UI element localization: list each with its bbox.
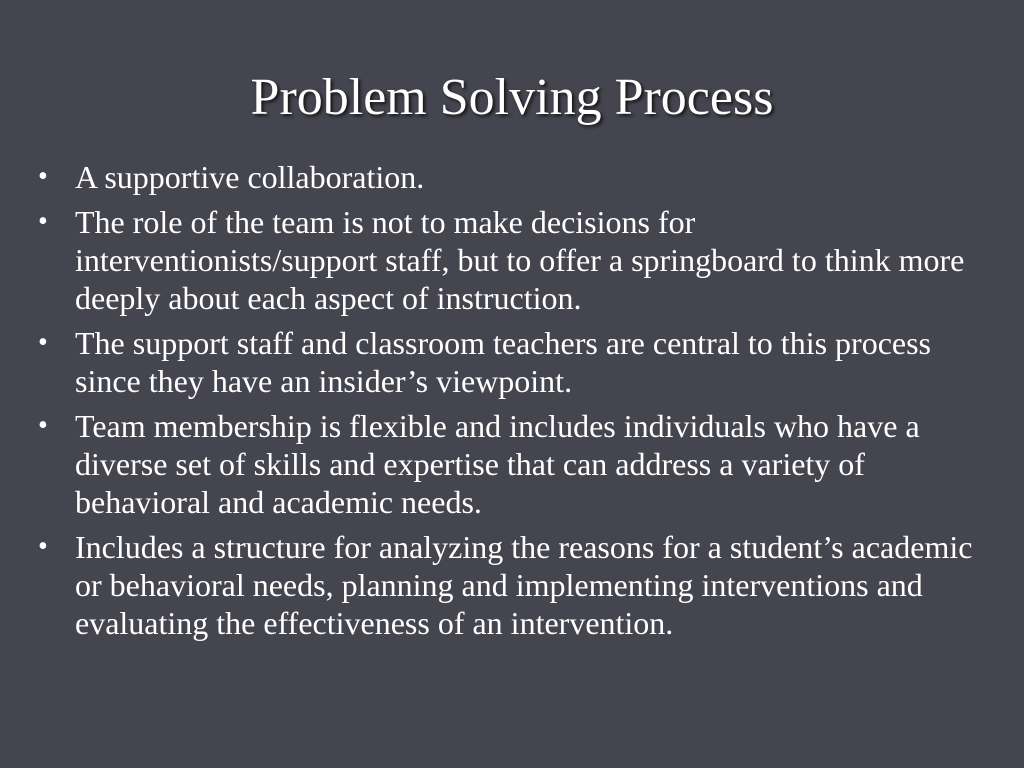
bullet-item [38,203,978,317]
bullet-text: The support staff and classroom teachers are central to this process since they have an insider’s viewpoint. [75,325,931,399]
bullet-icon: • [38,161,48,192]
slide-title: Problem Solving Process [250,69,774,126]
bullet-icon: • [38,410,48,441]
bullet-icon: • [38,206,48,237]
bullet-icon: • [38,531,48,562]
bullet-item [38,158,978,196]
bullet-text: Includes a structure for analyzing the reasons for a student’s academic or behavioral needs, planning and implementing interventions and evaluating the effectiveness of an intervention. [75,529,973,641]
bullet-item [38,324,978,400]
bullet-text: A supportive collaboration. [75,159,425,195]
bullet-item [38,528,978,642]
bullet-text: Team membership is flexible and includes individuals who have a diverse set of skills and expertise that can address a variety of behavioral and academic needs. [75,408,920,520]
bullet-icon: • [38,327,48,358]
bullet-item [38,407,978,521]
bullet-list [38,158,978,649]
bullet-text: The role of the team is not to make decisions for interventionists/support staff, but to offer a springboard to think more deeply about each aspect of instruction. [75,204,965,316]
